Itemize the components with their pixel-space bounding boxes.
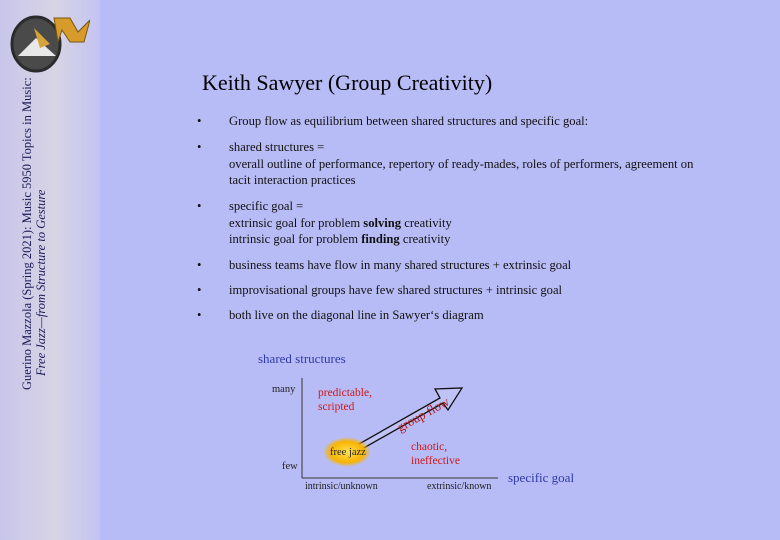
- y-tick-few: few: [282, 461, 298, 472]
- bullet-symbol: •: [197, 308, 202, 322]
- predictable-label: predictable,: [318, 387, 372, 399]
- bullet-symbol: •: [197, 140, 202, 154]
- bullet-line: shared structures =: [229, 140, 325, 154]
- bullet-text: intrinsic goal for problem: [229, 232, 362, 246]
- x-tick-extrinsic: extrinsic/known: [427, 481, 492, 492]
- bullet-line: tacit interaction practices: [229, 173, 356, 187]
- bullet-text: extrinsic goal for problem: [229, 215, 364, 230]
- bullet-line: improvisational groups have few shared structures + intrinsic goal: [229, 283, 563, 297]
- caption-line-2: Free Jazz—from Structure to Gesture: [34, 189, 48, 376]
- bullet-line: specific goal =: [229, 199, 304, 213]
- bullet-line: overall outline of performance, repertory of ready-mades, roles of performers, agreement on: [229, 156, 694, 171]
- bullet-symbol: •: [197, 199, 202, 213]
- bullet-bold: solving: [363, 215, 402, 230]
- bullet-symbol: •: [197, 114, 202, 128]
- bullet-text: creativity: [399, 232, 451, 246]
- y-axis-label: shared structures: [258, 351, 346, 366]
- slide-title: Keith Sawyer (Group Creativity): [202, 70, 493, 95]
- caption-line-1: Guerino Mazzola (Spring 2021): Music 5950 Topics in Music:: [20, 77, 34, 390]
- free-jazz-label: free jazz: [330, 447, 366, 458]
- bullet-line: business teams have flow in many shared structures + extrinsic goal: [229, 258, 572, 272]
- ineffective-label: ineffective: [411, 455, 460, 467]
- scripted-label: scripted: [318, 401, 355, 413]
- bullet-line: Group flow as equilibrium between shared structures and specific goal:: [229, 114, 589, 128]
- bullet-symbol: •: [197, 258, 202, 272]
- x-axis-label: specific goal: [508, 470, 575, 485]
- bullet-text: creativity: [401, 215, 452, 230]
- bullet-line: both live on the diagonal line in Sawyer‘s diagram: [229, 308, 484, 322]
- y-tick-many: many: [272, 384, 296, 395]
- chaotic-label: chaotic,: [411, 441, 448, 453]
- group-flow-label: group flow: [394, 393, 452, 435]
- bullet-symbol: •: [197, 283, 202, 297]
- bullet-bold: finding: [361, 232, 400, 246]
- x-tick-intrinsic: intrinsic/unknown: [305, 481, 378, 492]
